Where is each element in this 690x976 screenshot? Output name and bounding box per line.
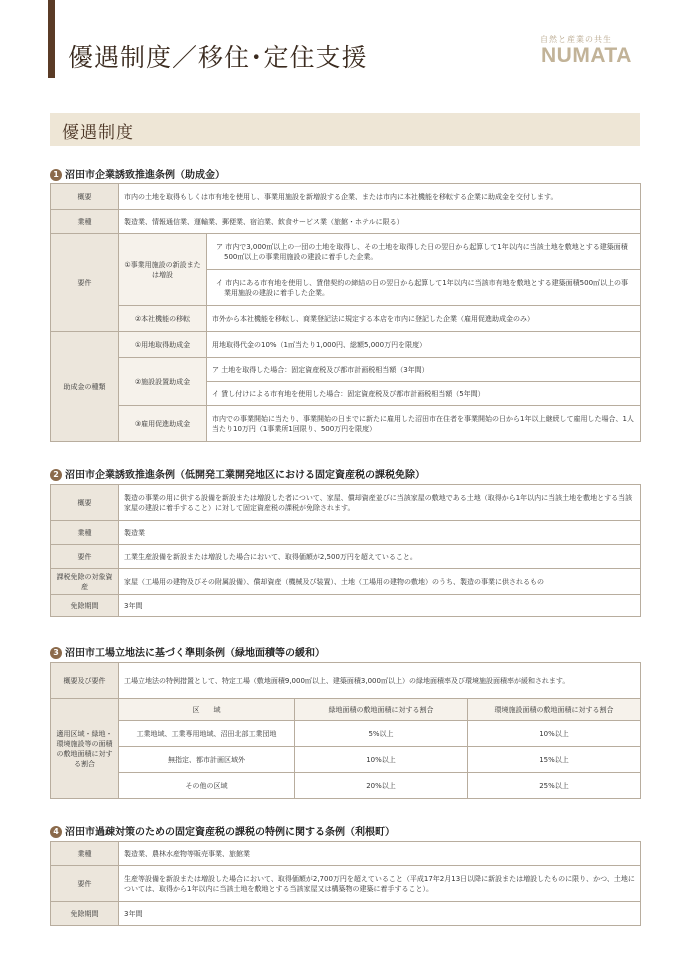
- table-row: [51, 234, 641, 270]
- row-label: 助成金の種類: [51, 332, 119, 442]
- table-row: [51, 773, 641, 799]
- row-label: 業種: [51, 521, 119, 545]
- column-header: 環境施設面積の敷地面積に対する割合: [468, 699, 641, 721]
- header-accent-bar: [48, 0, 55, 78]
- table-cell: その他の区域: [119, 773, 295, 799]
- row-label: 適用区域・緑地・環境施設等の面積の敷地面積に対する割合: [51, 699, 119, 799]
- row-value: 製造業、情報通信業、運輸業、郵便業、宿泊業、飲食サービス業（旅館・ホテルに限る）: [119, 210, 641, 234]
- row-value: 工業生産設備を新設または増設した場合において、取得価額が2,500万円を超えていること。: [119, 545, 641, 569]
- table-cell: 無指定、都市計画区域外: [119, 747, 295, 773]
- table-row: [51, 569, 641, 595]
- row-value: イ 賃し付けによる市有地を使用した場合：固定資産税及び都市計画税相当額（5年間）: [207, 382, 641, 406]
- table-row: [51, 747, 641, 773]
- row-value: 工場立地法の特例措置として、特定工場（敷地面積9,000㎡以上、建築面積3,000㎡以上）の緑地面積率及び環境施設面積率が緩和されます。: [119, 663, 641, 699]
- row-label: 業種: [51, 210, 119, 234]
- table-cell: 10%以上: [468, 721, 641, 747]
- row-value: 家屋（工場用の建物及びその附属設備）、償却資産（機械及び装置）、土地（工場用の建物の敷地）のうち、製造の事業に供されるもの: [119, 569, 641, 595]
- row-label: 免除期間: [51, 902, 119, 926]
- table-cell: 20%以上: [295, 773, 468, 799]
- row-label: 要件: [51, 234, 119, 332]
- table-row: [51, 306, 641, 332]
- sub-label: ①用地取得助成金: [119, 332, 207, 358]
- table-row: [51, 866, 641, 902]
- page-title: 優遇制度／移住･定住支援: [68, 43, 368, 72]
- row-label: 要件: [51, 545, 119, 569]
- table-cell: 5%以上: [295, 721, 468, 747]
- table-row: [51, 902, 641, 926]
- row-value: 生産等設備を新設または増設した場合において、取得価額が2,700万円を超えていること（平成17年2月13日以降に新設または増設したものに限り、かつ、土地については、取得から1年以内に当該土地を敷地とする当該家屋又は構築物の建築に着手すること）。: [119, 866, 641, 902]
- row-value: 製造業、農林水産物等販売事業、旅館業: [119, 842, 641, 866]
- subsection-2-title: 2 沼田市企業誘致推進条例（低開発工業開発地区における固定資産税の課税免除）: [50, 466, 425, 481]
- table-cell: 15%以上: [468, 747, 641, 773]
- row-value: 用地取得代金の10%（1㎡当たり1,000円、総額5,000万円を限度）: [207, 332, 641, 358]
- table-cell: 工業地域、工業専用地域、沼田北部工業団地: [119, 721, 295, 747]
- row-value: 製造業: [119, 521, 641, 545]
- number-badge: 2: [50, 469, 62, 481]
- sub-label: ②施設設置助成金: [119, 358, 207, 406]
- table-header-row: [51, 699, 641, 721]
- brand-tagline: 自然と産業の共生: [540, 35, 612, 44]
- row-value: 製造の事業の用に供する設備を新設または増設した者について、家屋、償却資産並びに当該家屋の敷地である土地（取得から1年以内に当該土地を敷地とする当該家屋の建設に着手すること）に対して固定資産税の課税が免除されます。: [119, 485, 641, 521]
- number-badge: 4: [50, 826, 62, 838]
- table-row: [51, 545, 641, 569]
- table-subsidy: [50, 183, 641, 442]
- number-badge: 1: [50, 169, 62, 181]
- subsection-4-title: 4 沼田市過疎対策のための固定資産税の課税の特例に関する条例（利根町）: [50, 823, 395, 838]
- row-value: 市内の土地を取得もしくは市有地を使用し、事業用施設を新増設する企業、または市内に本社機能を移転する企業に助成金を交付します。: [119, 184, 641, 210]
- table-row: [51, 184, 641, 210]
- row-value: 市外から本社機能を移転し、商業登記法に規定する本店を市内に登記した企業（雇用促進助成金のみ）: [207, 306, 641, 332]
- row-value: イ 市内にある市有地を使用し、賃借契約の締結の日の翌日から起算して1年以内に当該市有地を敷地とする建築面積500㎡以上の事業用施設の建設に着手した企業。: [207, 270, 641, 306]
- table-row: [51, 332, 641, 358]
- section-heading: [50, 113, 640, 146]
- table-cell: 25%以上: [468, 773, 641, 799]
- brand-logo: NUMATA: [541, 44, 632, 67]
- table-row: [51, 210, 641, 234]
- row-value: ア 市内で3,000㎡以上の一団の土地を取得し、その土地を取得した日の翌日から起算して1年以内に当該土地を敷地とする建築面積500㎡以上の事業用施設の建設に着手した企業。: [207, 234, 641, 270]
- column-header: 緑地面積の敷地面積に対する割合: [295, 699, 468, 721]
- table-row: [51, 842, 641, 866]
- section-title: 優遇制度: [62, 123, 134, 143]
- row-label: 要件: [51, 866, 119, 902]
- row-value: 3年間: [119, 902, 641, 926]
- row-value: 3年間: [119, 595, 641, 617]
- table-row: [51, 358, 641, 382]
- table-tax-exemption: [50, 484, 641, 617]
- row-label: 概要及び要件: [51, 663, 119, 699]
- row-label: 課税免除の対象資産: [51, 569, 119, 595]
- table-row: [51, 521, 641, 545]
- row-value: 市内での事業開始に当たり、事業開始の日までに新たに雇用した沼田市在住者を事業開始の日から1年以上継続して雇用した場合、1人当たり10万円（1事業所1回限り、500万円を限度）: [207, 406, 641, 442]
- sub-label: ③雇用促進助成金: [119, 406, 207, 442]
- table-cell: 10%以上: [295, 747, 468, 773]
- row-label: 業種: [51, 842, 119, 866]
- table-row: [51, 485, 641, 521]
- sub-label: ①事業用施設の新設または増設: [119, 234, 207, 306]
- table-green-area: [50, 662, 641, 799]
- table-row: [51, 406, 641, 442]
- row-label: 免除期間: [51, 595, 119, 617]
- table-depopulation: [50, 841, 641, 926]
- row-value: ア 土地を取得した場合：固定資産税及び都市計画税相当額（3年間）: [207, 358, 641, 382]
- table-row: [51, 663, 641, 699]
- number-badge: 3: [50, 647, 62, 659]
- subsection-3-title: 3 沼田市工場立地法に基づく準則条例（緑地面積等の緩和）: [50, 644, 325, 659]
- column-header: 区 域: [119, 699, 295, 721]
- sub-label: ②本社機能の移転: [119, 306, 207, 332]
- row-label: 概要: [51, 184, 119, 210]
- table-row: [51, 721, 641, 747]
- table-row: [51, 595, 641, 617]
- subsection-1-title: 1 沼田市企業誘致推進条例（助成金）: [50, 166, 225, 181]
- row-label: 概要: [51, 485, 119, 521]
